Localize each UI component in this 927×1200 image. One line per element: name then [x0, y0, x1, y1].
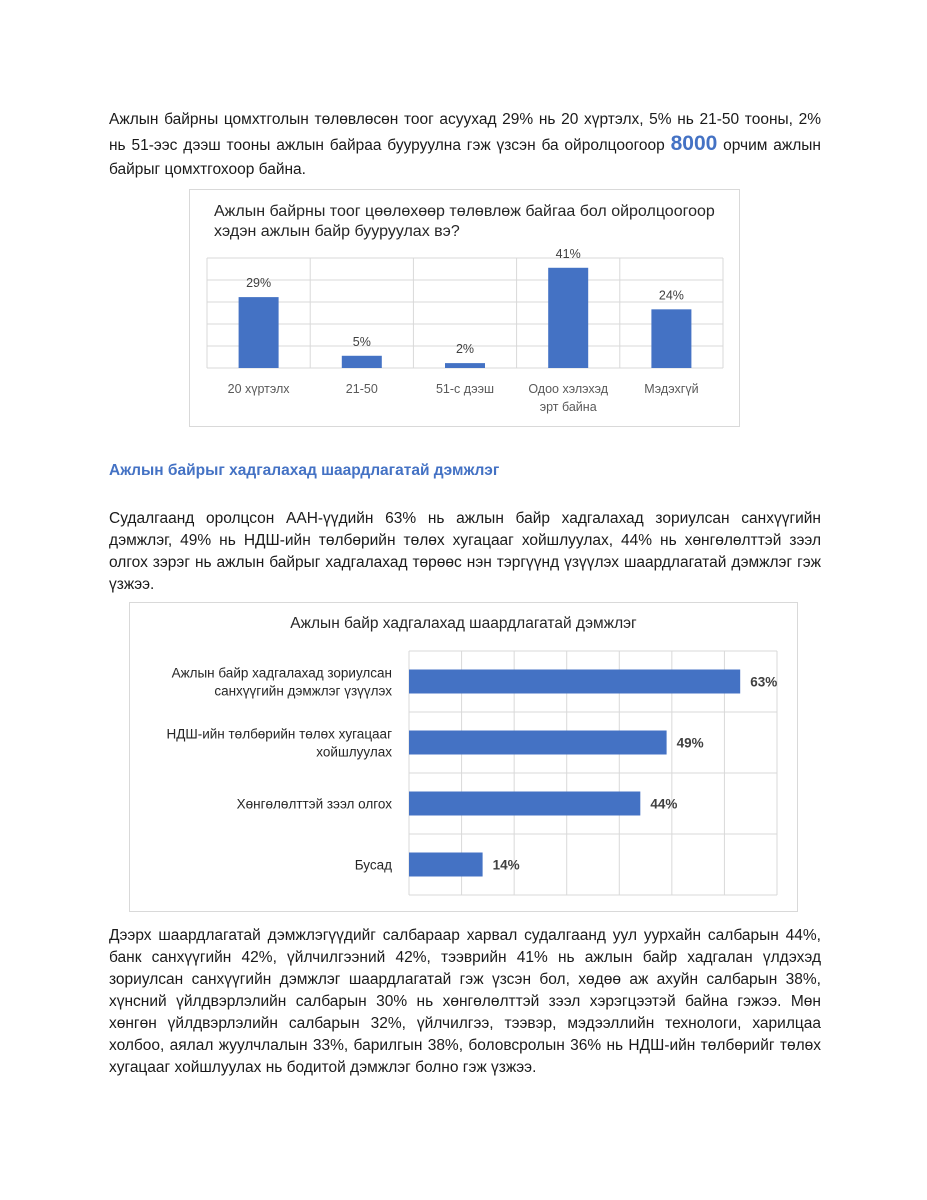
category-label: Одоо хэлэхэд [528, 382, 609, 396]
category-label: хойшлуулах [316, 744, 392, 760]
category-label: Хөнгөлөлттэй зээл олгох [236, 796, 392, 812]
bar [409, 731, 667, 755]
data-label: 29% [246, 276, 272, 291]
category-label: Ажлын байр хадгалахад зориулсан [171, 665, 392, 681]
section-heading: Ажлын байрыг хадгалахад шаардлагатай дэмжлэг [109, 462, 500, 479]
bar [409, 792, 640, 816]
bar [239, 297, 279, 368]
data-label: 49% [676, 735, 704, 751]
bar [651, 309, 691, 368]
bar [409, 853, 483, 877]
data-label: 44% [650, 796, 678, 812]
bar [342, 356, 382, 368]
intro-text-before: Ажлын байрны цомхтголын төлөвлөсөн тоог асуухад 29% нь 20 хүртэлх, 5% нь 21-50 тооны, 2% нь 51-ээс дээш тооны ажлын байраа бууруулна гэж үзсэн ба ойролцоогоор [109, 111, 821, 154]
category-label: 20 хүртэлх [227, 382, 290, 396]
bar [548, 268, 588, 368]
chart2-svg [130, 603, 797, 911]
category-label: Мэдэхгүй [644, 382, 699, 396]
data-label: 5% [352, 334, 371, 349]
data-label: 14% [492, 857, 520, 873]
category-label: 21-50 [345, 382, 378, 396]
category-label: 51-с дээш [435, 382, 495, 396]
category-label: санхүүгийн дэмжлэг үзүүлэх [214, 683, 392, 699]
support-paragraph: Судалгаанд оролцсон ААН-үүдийн 63% нь ажлын байр хадгалахад зориулсан санхүүгийн дэмжлэг, 49% нь НДШ-ийн төлбөрийн төлөх хугацааг хойшлуулах, 44% нь хөнгөлөлттэй зээл олгох зэрэг нь ажлын байрыг хадгалахад төрөөс нэн тэргүүнд үзүүлэх шаардлагатай дэмжлэг гэж үзжээ. [109, 510, 821, 593]
data-label: 24% [658, 288, 684, 303]
chart1-title: Ажлын байрны тоог цөөлөхөөр төлөвлөж байгаа бол ойролцоогоор хэдэн ажлын байр бууруулах вэ? [214, 203, 715, 240]
chart-support-needed [129, 602, 798, 912]
chart-job-reduction [189, 189, 740, 427]
chart2-title: Ажлын байр хадгалахад шаардлагатай дэмжлэг [290, 615, 637, 632]
bar [409, 670, 740, 694]
bar [445, 363, 485, 368]
category-label: эрт байна [539, 400, 597, 414]
category-label: НДШ-ийн төлбөрийн төлөх хугацааг [166, 726, 392, 742]
highlight-number: 8000 [670, 132, 718, 155]
intro-text-after: орчим ажлын байрыг цомхтгохоор байна. [109, 137, 821, 178]
category-label: Бусад [354, 857, 392, 873]
data-label: 2% [455, 342, 475, 357]
data-label: 63% [750, 674, 778, 690]
data-label: 41% [555, 246, 581, 261]
intro-paragraph [109, 108, 821, 182]
sector-paragraph: Дээрх шаардлагатай дэмжлэгүүдийг салбараар харвал судалгаанд уул уурхайн салбарын 44%, банк санхүүгийн 42%, үйлчилгээний 42%, тээврийн 41% нь ажлын байр хадгалан үлдэхэд зориулсан санхүүгийн дэмжлэг шаардлагатай гэж үзсэн бол, хөдөө аж ахуйн салбарын 38%, хүнсний үйлдвэрлэлийн салбарын 30% нь хөнгөлөлттэй зээл хэрэгцээтэй байна гэжээ. Мөн хөнгөн үйлдвэрлэлийн салбарын 32%, үйлчилгээ, тээвэр, мэдээллийн технологи, харилцаа холбоо, аялал жуулчлалын 33%, барилгын 38%, боловсролын 36% нь НДШ-ийн төлбөрийг төлөх хугацааг хойшлуулах нь бодитой дэмжлэг болно гэж үзжээ. [109, 927, 821, 1076]
